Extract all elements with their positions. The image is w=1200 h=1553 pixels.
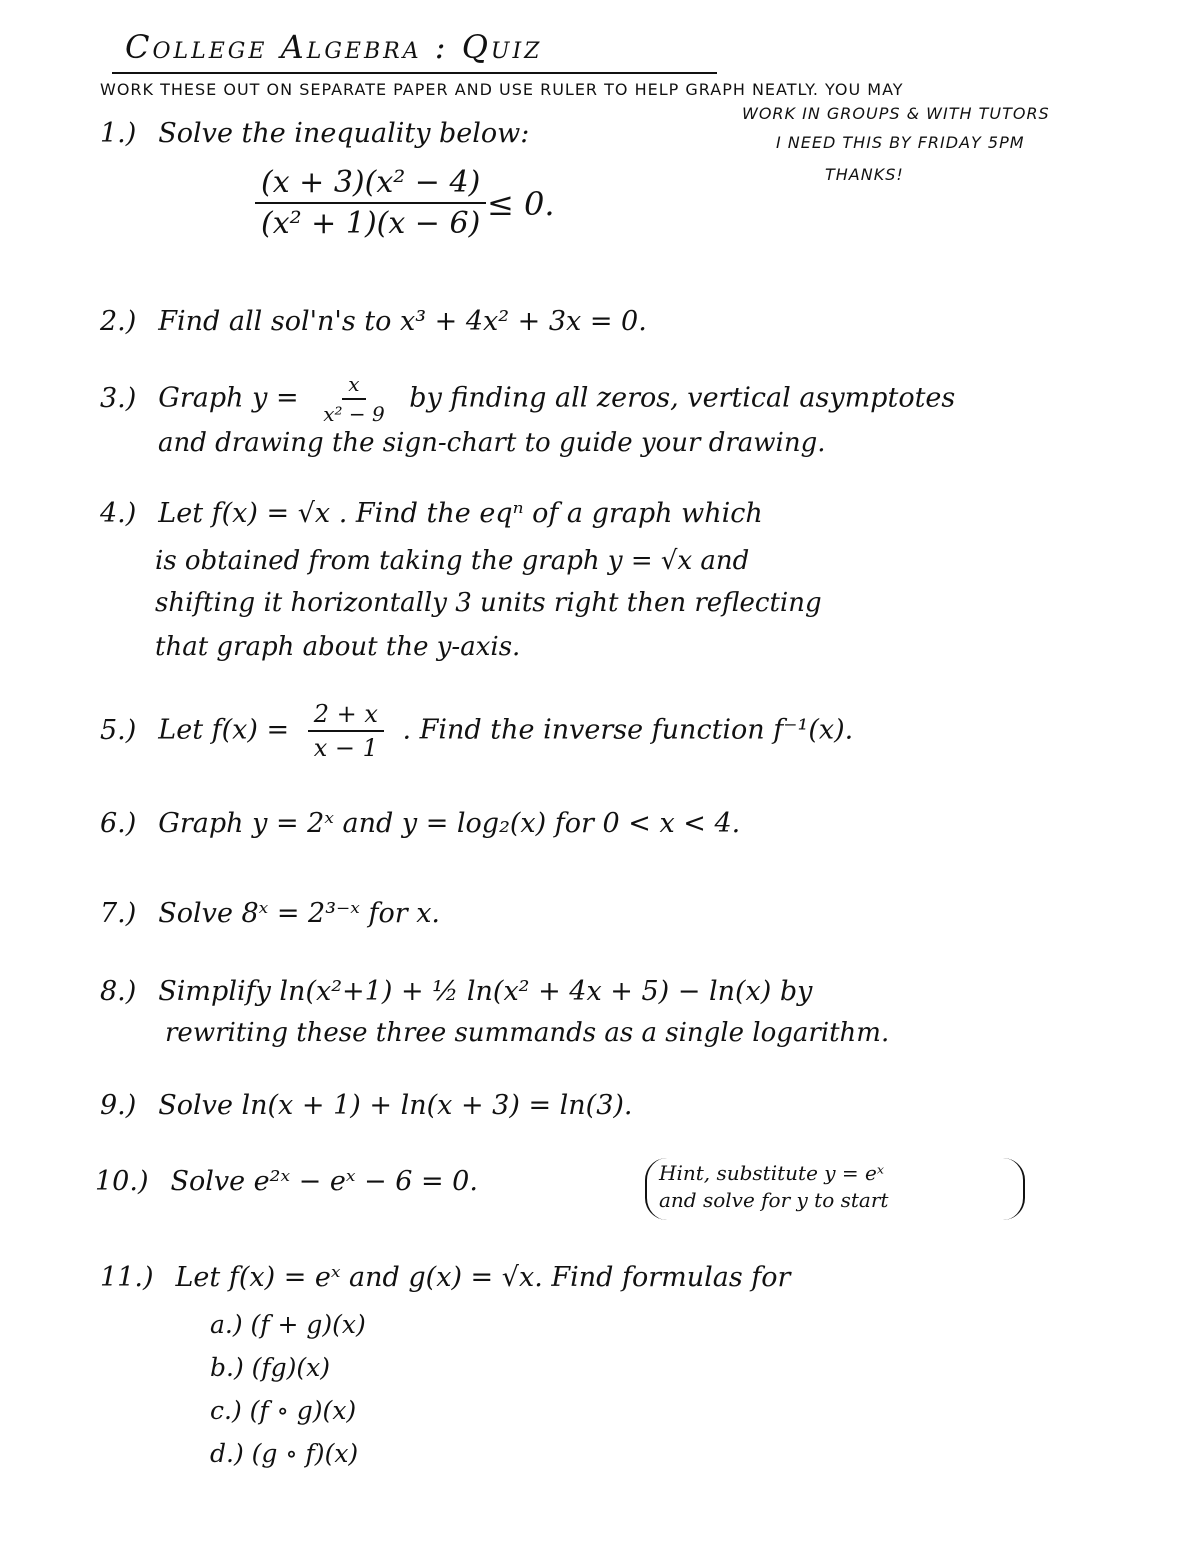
question-7 [100, 898, 440, 929]
note-line-3: THANKS! [825, 165, 904, 184]
question-number: 4.) [100, 498, 137, 529]
question-text: Solve 8ˣ = 2³⁻ˣ for x. [158, 898, 441, 929]
question-text-continued: by finding all zeros, vertical asymptotes [409, 382, 956, 414]
question-4 [100, 498, 763, 529]
inequality-expression [255, 165, 555, 241]
question-3-line-2: and drawing the sign-chart to guide your drawing. [158, 428, 826, 458]
question-number: 11.) [100, 1262, 154, 1293]
question-number: 7.) [100, 898, 137, 929]
question-3 [100, 372, 955, 426]
question-number: 6.) [100, 808, 137, 839]
fraction-numerator: 2 + x [308, 700, 384, 732]
question-text: Solve e²ˣ − eˣ − 6 = 0. [170, 1166, 478, 1197]
note-line-2: I NEED THIS BY FRIDAY 5PM [776, 133, 1025, 152]
list-item: d.) (g ∘ f)(x) [210, 1439, 359, 1468]
question-4-line-2: is obtained from taking the graph y = √x and [155, 546, 750, 576]
question-8 [100, 976, 812, 1007]
question-number: 1.) [100, 118, 137, 149]
fraction-numerator: x [342, 372, 365, 400]
instructions: WORK THESE OUT ON SEPARATE PAPER AND USE RULER TO HELP GRAPH NEATLY. YOU MAY [100, 80, 904, 99]
question-text: Let f(x) = √x . Find the eqⁿ of a graph which [158, 498, 763, 529]
list-item: a.) (f + g)(x) [210, 1310, 366, 1339]
question-11 [100, 1262, 790, 1293]
question-number: 8.) [100, 976, 137, 1007]
hint-box [645, 1158, 1025, 1220]
hint-line-2: and solve for y to start [659, 1188, 889, 1212]
fraction-denominator: x² − 9 [323, 402, 385, 426]
note-line-1: WORK IN GROUPS & WITH TUTORS [742, 104, 1050, 123]
question-1 [100, 118, 529, 149]
question-number: 9.) [100, 1090, 137, 1121]
list-item: b.) (fg)(x) [210, 1353, 331, 1382]
question-10 [95, 1166, 478, 1197]
fraction-denominator: (x² + 1)(x − 6) [261, 206, 481, 241]
question-text: Let f(x) = [158, 714, 290, 746]
question-5 [100, 700, 853, 762]
hint-line-1: Hint, substitute y = eˣ [659, 1161, 884, 1185]
question-text: Graph y = [158, 382, 299, 414]
question-8-line-2: rewriting these three summands as a single logarithm. [165, 1018, 890, 1048]
question-text: Simplify ln(x²+1) + ½ ln(x² + 4x + 5) − ln(x) by [158, 976, 813, 1007]
title-underline [112, 72, 717, 74]
question-number: 2.) [100, 306, 137, 337]
question-text-continued: . Find the inverse function f⁻¹(x). [402, 714, 854, 746]
question-text: Let f(x) = eˣ and g(x) = √x. Find formulas for [175, 1262, 791, 1293]
inequality-relation: ≤ 0. [487, 185, 555, 223]
page-title: College Algebra : Quiz [125, 28, 543, 66]
question-4-line-4: that graph about the y-axis. [155, 632, 521, 662]
question-11-parts [210, 1310, 366, 1482]
question-number: 3.) [100, 382, 137, 414]
question-text: Solve ln(x + 1) + ln(x + 3) = ln(3). [158, 1090, 633, 1121]
question-9 [100, 1090, 633, 1121]
fraction-numerator: (x + 3)(x² − 4) [255, 165, 486, 204]
list-item: c.) (f ∘ g)(x) [210, 1396, 357, 1425]
question-6 [100, 808, 740, 839]
question-text: Find all sol'n's to x³ + 4x² + 3x = 0. [158, 306, 647, 337]
question-text: Solve the inequality below: [158, 118, 530, 149]
fraction-denominator: x − 1 [313, 734, 378, 762]
question-text: Graph y = 2ˣ and y = log₂(x) for 0 < x < 4. [158, 808, 741, 839]
question-number: 5.) [100, 714, 137, 746]
question-4-line-3: shifting it horizontally 3 units right then reflecting [155, 588, 822, 618]
question-2 [100, 306, 647, 337]
question-number: 10.) [95, 1166, 149, 1197]
